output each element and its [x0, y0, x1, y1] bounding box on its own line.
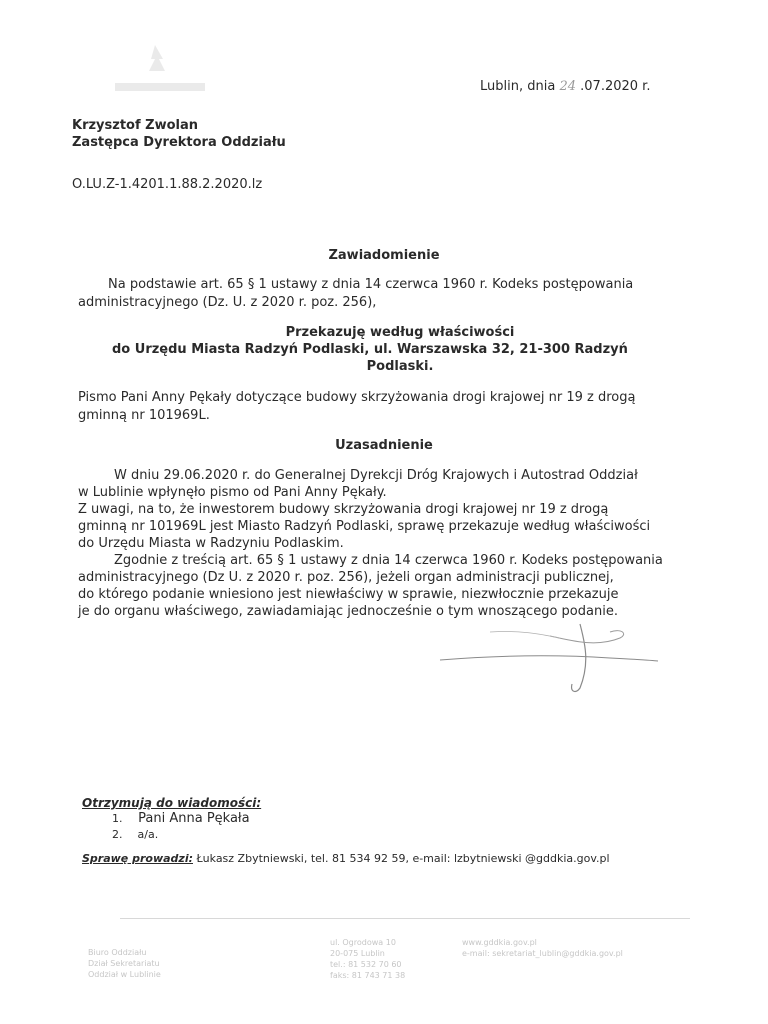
footer-col3: [462, 937, 623, 959]
recipient-name: a/a.: [137, 828, 159, 841]
date-day-handwritten: 24: [559, 79, 576, 94]
signature: [430, 618, 660, 698]
case-handler-details: Łukasz Zbytniewski, tel. 81 534 92 59, e-mail: lzbytniewski @gddkia.gov.pl: [196, 852, 610, 865]
date-place: Lublin, dnia: [480, 79, 556, 94]
transfer-line3: Podlaski.: [366, 359, 434, 374]
justification-line: Zgodnie z treścią art. 65 § 1 ustawy z dnia 14 czerwca 1960 r. Kodeks postępowania: [114, 553, 663, 568]
notice-basis-line1: Na podstawie art. 65 § 1 ustawy z dnia 14 czerwca 1960 r. Kodeks postępowania: [108, 277, 634, 292]
justification-line: W dniu 29.06.2020 r. do Generalnej Dyrekcji Dróg Krajowych i Autostrad Oddział: [114, 468, 638, 483]
footer-line: Oddział w Lublinie: [88, 970, 161, 979]
footer-line: Biuro Oddziału: [88, 948, 147, 957]
case-handler-label: Sprawę prowadzi:: [82, 852, 193, 865]
footer-line: tel.: 81 532 70 60: [330, 960, 402, 969]
justification-line: w Lublinie wpłynęło pismo od Pani Anny Pękały.: [78, 485, 387, 500]
sender-title: Zastępca Dyrektora Oddziału: [72, 135, 286, 150]
reference-number: O.LU.Z-1.4201.1.88.2.2020.lz: [72, 177, 263, 192]
footer-line: ul. Ogrodowa 10: [330, 938, 396, 947]
sender-name: Krzysztof Zwolan: [72, 118, 199, 133]
justification-line: je do organu właściwego, zawiadamiając jednocześnie o tym wnoszącego podanie.: [78, 604, 618, 619]
case-handler: [82, 851, 610, 866]
footer-line: faks: 81 743 71 38: [330, 971, 406, 980]
justification-line: administracyjnego (Dz U. z 2020 r. poz. 256), jeżeli organ administracji publicznej,: [78, 570, 614, 585]
recipient-number: 2.: [112, 828, 123, 841]
transfer-line1: Przekazuję według właściwości: [285, 325, 515, 340]
transfer-line2: do Urzędu Miasta Radzyń Podlaski, ul. Warszawska 32, 21-300 Radzyń: [112, 342, 628, 357]
footer-line: www.gddkia.gov.pl: [462, 938, 537, 947]
justification-line: do Urzędu Miasta w Radzyniu Podlaskim.: [78, 536, 344, 551]
notice-basis-line2: administracyjnego (Dz. U. z 2020 r. poz. 256),: [78, 295, 377, 310]
justification-line: do którego podanie wniesiono jest niewłaściwy w sprawie, niezwłocznie przekazuje: [78, 587, 619, 602]
justification-title: Uzasadnienie: [335, 438, 433, 453]
recipient-item: [112, 826, 158, 843]
justification-line: gminną nr 101969L jest Miasto Radzyń Podlaski, sprawę przekazuje według właściwości: [78, 519, 651, 534]
recipient-item: [112, 810, 250, 827]
footer-line: 20-075 Lublin: [330, 949, 385, 958]
recipient-number: 1.: [112, 812, 123, 825]
letterhead-logo: [105, 35, 215, 110]
recipients-heading: Otrzymują do wiadomości:: [82, 796, 262, 810]
footer-line: e-mail: sekretariat_lublin@gddkia.gov.pl: [462, 949, 623, 958]
footer-divider: [120, 918, 690, 919]
footer-col1: [88, 947, 161, 980]
justification-body: [78, 467, 698, 620]
footer-col2: [330, 937, 405, 981]
subject-line2: gminną nr 101969L.: [78, 408, 210, 423]
subject-line1: Pismo Pani Anny Pękały dotyczące budowy skrzyżowania drogi krajowej nr 19 z drogą: [78, 390, 636, 405]
notice-title: Zawiadomienie: [328, 248, 440, 263]
recipient-name: Pani Anna Pękała: [138, 811, 250, 826]
date-month-year: .07.2020 r.: [580, 79, 651, 94]
document-date: [480, 78, 650, 95]
footer-line: Dział Sekretariatu: [88, 959, 160, 968]
justification-line: Z uwagi, na to, że inwestorem budowy skrzyżowania drogi krajowej nr 19 z drogą: [78, 502, 609, 517]
